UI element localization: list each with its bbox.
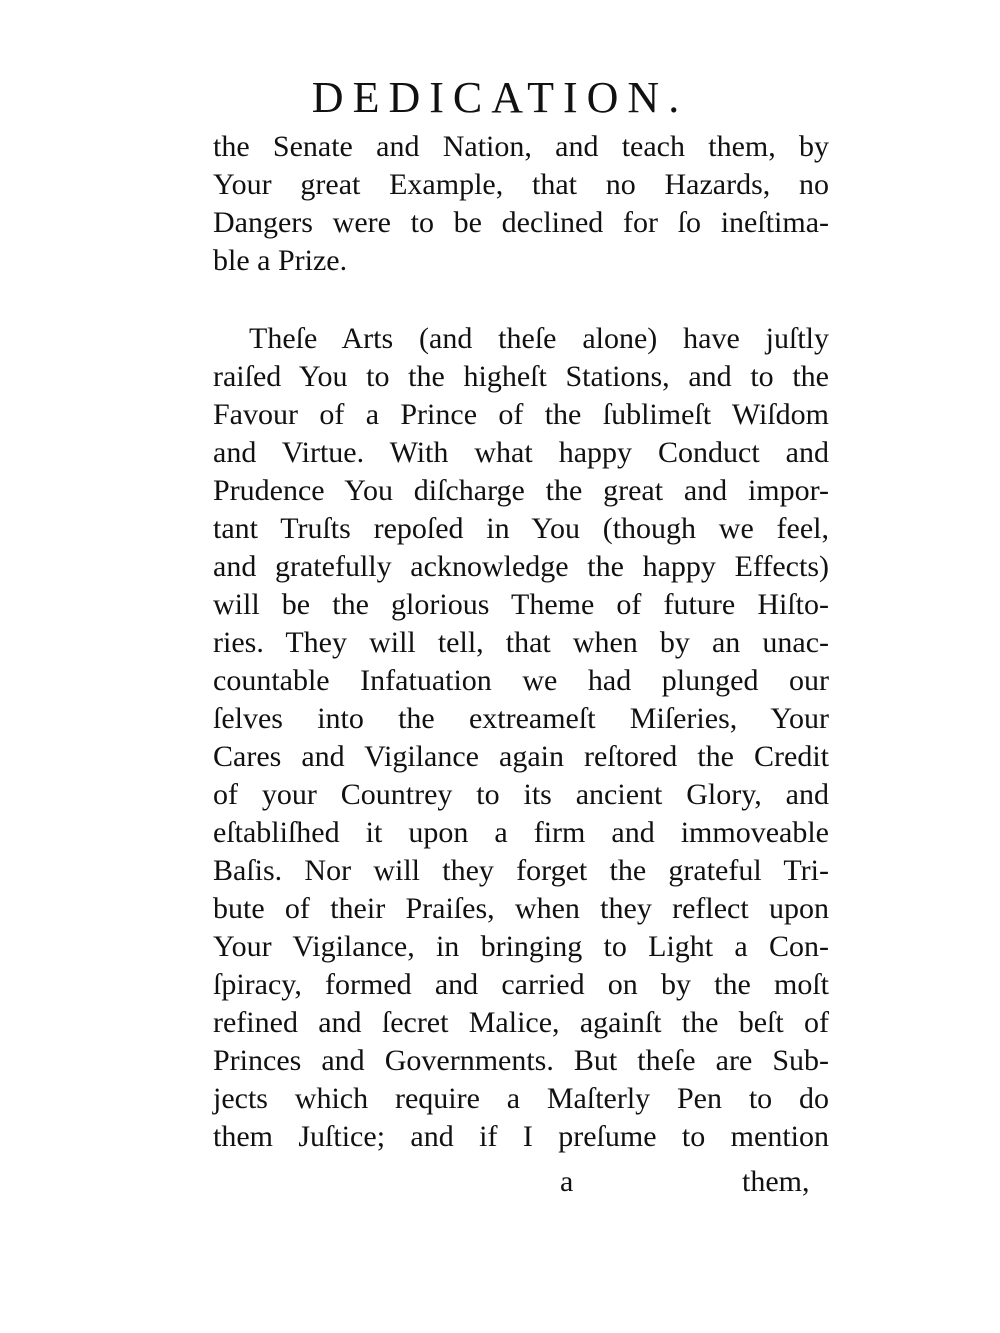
text-line: them Juſtice; and if I preſume to mention [213,1120,829,1153]
text-line: countable Infatuation we had plunged our [213,664,829,697]
text-line: ſpiracy, formed and carried on by the moſt [213,968,829,1001]
text-line: bute of their Praiſes, when they reflect upon [213,892,829,925]
text-line: and gratefully acknowledge the happy Effects) [213,550,829,583]
text-line: ſelves into the extreameſt Miſeries, Your [213,702,829,735]
text-line: Favour of a Prince of the ſublimeſt Wiſdom [213,398,829,431]
text-line: refined and ſecret Malice, againſt the beſt of [213,1006,829,1039]
text-line: Dangers were to be declined for ſo ineſtima- [213,206,829,239]
text-line: ble a Prize. [213,244,348,277]
text-line: Princes and Governments. But theſe are Sub- [213,1044,829,1077]
text-line: of your Countrey to its ancient Glory, and [213,778,829,811]
running-head: DEDICATION. [311,73,689,122]
catchword: them, [742,1165,810,1198]
text-line: eſtabliſhed it upon a firm and immoveable [213,816,829,849]
text-line: and Virtue. With what happy Conduct and [213,436,829,469]
text-line: jects which require a Maſterly Pen to do [213,1082,829,1115]
text-line: Theſe Arts (and theſe alone) have juſtly [249,322,829,355]
text-line: Your great Example, that no Hazards, no [213,168,829,201]
text-line: will be the glorious Theme of future Hiſto- [213,588,829,621]
text-line: Prudence You diſcharge the great and impor- [213,474,829,507]
text-line: ries. They will tell, that when by an unac- [213,626,829,659]
text-line: tant Truſts repoſed in You (though we feel, [213,512,829,545]
text-line: Cares and Vigilance again reſtored the Credit [213,740,829,773]
text-line: Baſis. Nor will they forget the grateful Tri- [213,854,829,887]
signature-mark: a [560,1165,574,1198]
text-line: raiſed You to the higheſt Stations, and to the [213,360,829,393]
text-line: the Senate and Nation, and teach them, by [213,130,829,163]
text-line: Your Vigilance, in bringing to Light a Con- [213,930,829,963]
